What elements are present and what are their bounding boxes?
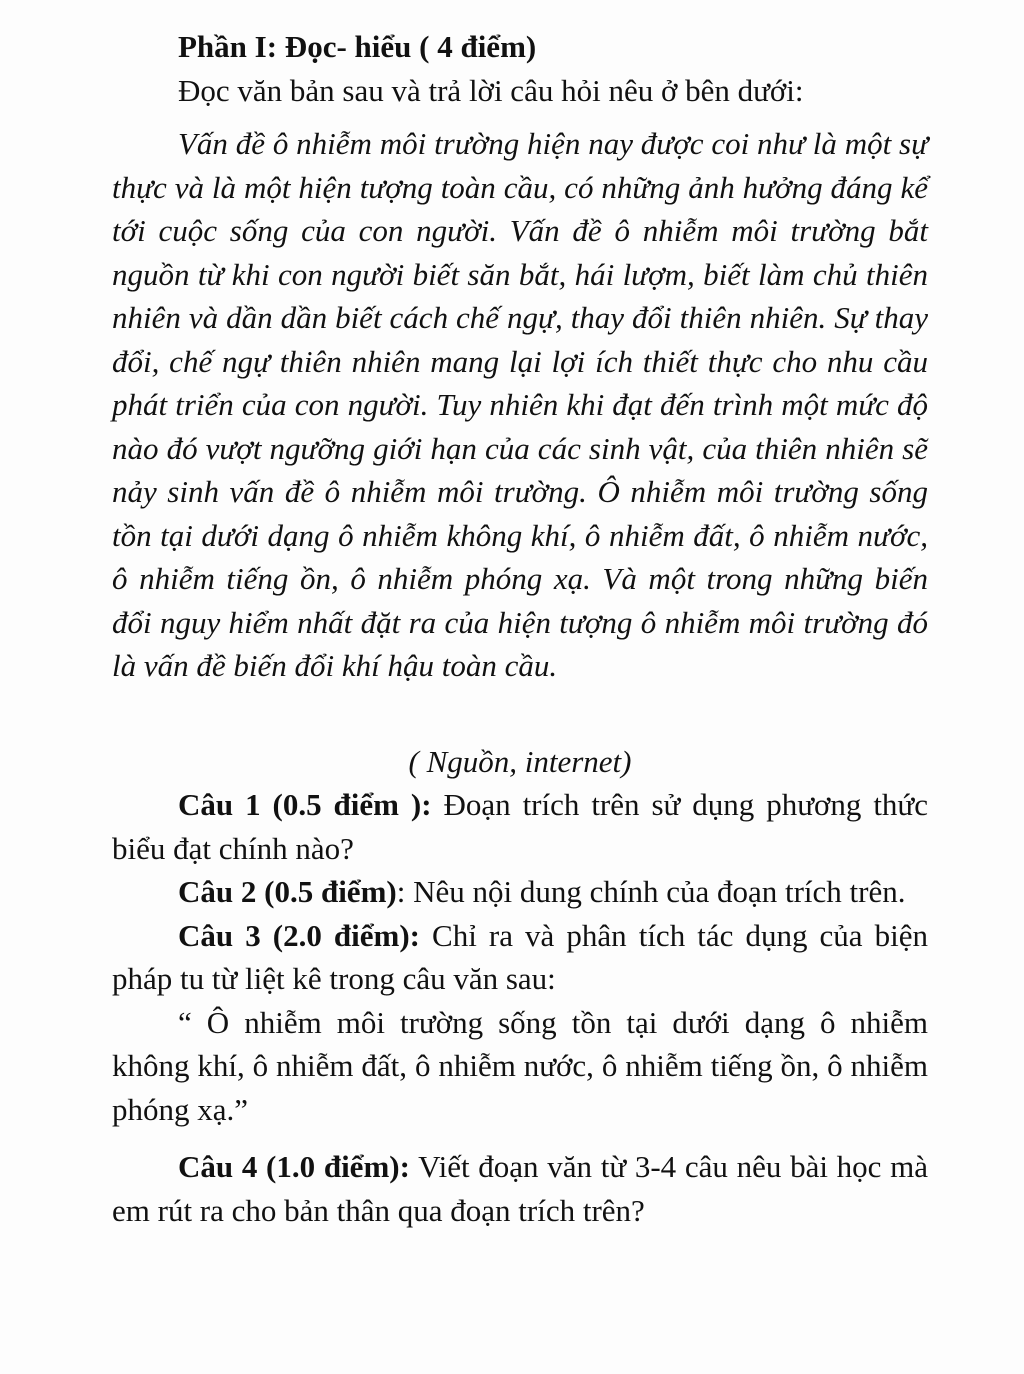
question-1 [112,783,928,870]
reading-instruction: Đọc văn bản sau và trả lời câu hỏi nêu ở bên dưới: [178,72,804,108]
question-1-label: Câu 1 (0.5 điểm ): [178,787,432,822]
question-4-label: Câu 4 (1.0 điểm): [178,1149,410,1184]
passage-source: ( Nguồn, internet) [408,743,632,779]
section-title: Phần I: Đọc- hiểu ( 4 điểm) [178,29,537,64]
question-3-quote: “ Ô nhiễm môi trường sống tồn tại dưới dạng ô nhiễm không khí, ô nhiễm đất, ô nhiễm nước, ô nhiễm tiếng ồn, ô nhiễm phóng xạ.” [112,1004,928,1127]
question-2-text: : Nêu nội dung chính của đoạn trích trên. [396,874,906,909]
question-4 [112,1145,928,1232]
question-2 [112,870,928,914]
question-3-label: Câu 3 (2.0 điểm): [178,917,420,953]
reading-passage: Vấn đề ô nhiễm môi trường hiện nay được coi như là một sự thực và là một hiện tượng toàn cầu, có những ảnh hưởng đáng kể tới cuộc sống của con người. Vấn đề ô nhiễm môi trường bắt nguồn từ khi con người biết săn bắt, hái lượm, biết làm chủ thiên nhiên và dần dần biết cách chế ngự, thay đổi thiên nhiên. Sự thay đổi, chế ngự thiên nhiên mang lại lợi ích thiết thực cho nhu cầu phát triển của con người. Tuy nhiên khi đạt đến trình một mức độ nào đó vượt ngưỡng giới hạn của các sinh vật, của thiên nhiên sẽ nảy sinh vấn đề ô nhiễm môi trường. Ô nhiễm môi trường sống tồn tại dưới dạng ô nhiễm không khí, ô nhiễm đất, ô nhiễm nước, ô nhiễm tiếng ồn, ô nhiễm phóng xạ. Và một trong những biến đổi nguy hiểm nhất đặt ra của hiện tượng ô nhiễm môi trường đó là vấn đề biến đổi khí hậu toàn cầu. [112,126,928,683]
question-1-text: Đoạn trích trên sử dụng phương thức biểu đạt chính nào? [112,787,928,866]
question-2-label: Câu 2 (0.5 điểm) [178,874,397,909]
question-4-text: Viết đoạn văn từ 3-4 câu nêu bài học mà em rút ra cho bản thân qua đoạn trích trên? [112,1149,928,1228]
question-3 [112,914,928,1001]
question-3-text: Chỉ ra và phân tích tác dụng của biện pháp tu từ liệt kê trong câu văn sau: [112,917,928,996]
